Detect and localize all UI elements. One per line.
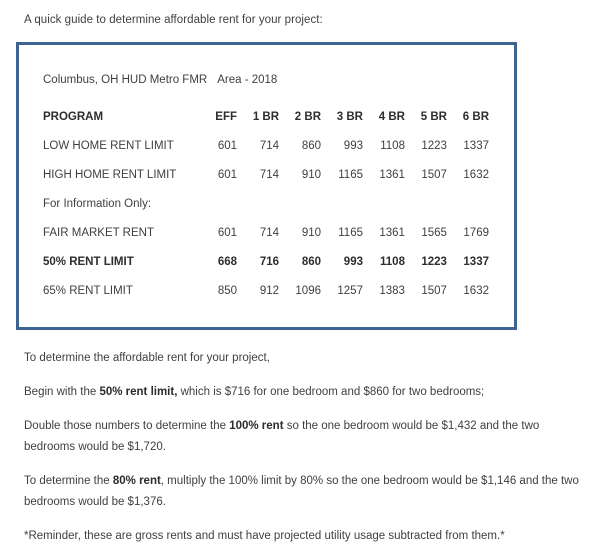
row-value-5br: 1565	[421, 226, 447, 239]
row-label: 65% RENT LIMIT	[43, 284, 133, 297]
fmr-callout-box	[16, 42, 517, 330]
row-value-3br	[325, 189, 367, 218]
row-label: For Information Only:	[43, 197, 152, 210]
row-value-3br: 1165	[338, 168, 363, 181]
row-value-2br	[283, 189, 325, 218]
row-value-eff: 601	[217, 168, 238, 181]
row-value-1br: 912	[259, 284, 280, 297]
row-label: HIGH HOME RENT LIMIT	[43, 168, 177, 181]
row-value-3br: 1165	[338, 226, 363, 239]
column-header-program: PROGRAM	[43, 110, 104, 123]
row-value-4br: 1361	[379, 168, 405, 181]
row-value-eff: 850	[217, 284, 238, 297]
row-value-5br	[409, 189, 451, 218]
row-value-5br: 1223	[421, 139, 447, 152]
table-row-highlighted	[43, 247, 493, 276]
column-header-3br: 3 BR	[336, 110, 363, 123]
instruction-3-tail: so the one bedroom would be $1,432 and the two bedrooms would be $1,720.	[24, 420, 540, 453]
row-value-eff: 601	[217, 226, 238, 239]
intro-text: A quick guide to determine affordable rent for your project:	[24, 14, 323, 26]
reminder-note-text: *Reminder, these are gross rents and must have projected utility usage subtracted from them.*	[24, 530, 505, 542]
row-value-5br: 1507	[421, 168, 447, 181]
row-value-4br: 1108	[380, 139, 405, 152]
column-header-2br: 2 BR	[294, 110, 321, 123]
column-header-eff: EFF	[215, 110, 238, 123]
column-header-5br: 5 BR	[420, 110, 447, 123]
instruction-2-emphasis: 50% rent limit,	[99, 386, 178, 398]
row-value-4br: 1361	[379, 226, 405, 239]
instruction-2-tail: which is $716 for one bedroom and $860 for two bedrooms;	[177, 386, 485, 398]
row-value-5br: 1223	[421, 255, 447, 268]
row-value-2br: 1096	[295, 284, 321, 297]
table-body	[43, 131, 493, 305]
table-row	[43, 160, 493, 189]
row-value-1br: 714	[259, 168, 280, 181]
row-label: LOW HOME RENT LIMIT	[43, 139, 174, 152]
column-header-1br: 1 BR	[252, 110, 280, 123]
table-header-row	[43, 102, 493, 131]
instruction-4-emphasis: 80% rent	[112, 475, 161, 487]
table-row	[43, 276, 493, 305]
row-value-6br: 1337	[463, 139, 489, 152]
table-row-note	[43, 189, 493, 218]
fmr-area-title	[43, 74, 277, 86]
instruction-4-tail: , multiply the 100% limit by 80% so the one bedroom would be $1,146 and the two bedrooms would be $1,376.	[24, 475, 579, 508]
instruction-paragraph-2	[24, 382, 580, 403]
row-value-2br: 910	[301, 226, 321, 239]
row-value-2br: 860	[301, 139, 321, 152]
row-label: 50% RENT LIMIT	[43, 255, 134, 268]
instruction-1-text: To determine the affordable rent for your project,	[24, 352, 270, 364]
row-value-3br: 1257	[337, 284, 363, 297]
row-value-1br: 714	[259, 139, 280, 152]
row-value-eff	[200, 189, 241, 218]
row-value-1br: 714	[259, 226, 280, 239]
row-value-eff: 668	[217, 255, 238, 268]
callout-inner	[19, 45, 514, 327]
row-value-4br	[367, 189, 409, 218]
fmr-area-title-left: Columbus, OH HUD Metro FMR	[43, 74, 208, 86]
row-value-6br: 1769	[463, 226, 489, 239]
table-row	[43, 218, 493, 247]
column-header-4br: 4 BR	[378, 110, 405, 123]
instruction-2-lead: Begin with the	[24, 386, 100, 398]
row-value-5br: 1507	[421, 284, 447, 297]
row-value-4br: 1383	[379, 284, 405, 297]
instruction-3-emphasis: 100% rent	[229, 420, 284, 432]
row-value-2br: 860	[301, 255, 321, 268]
instruction-paragraph-3	[24, 416, 580, 458]
instruction-4-lead: To determine the	[24, 475, 113, 487]
fmr-area-title-right: Area - 2018	[217, 74, 278, 86]
table-header	[43, 102, 493, 131]
row-value-3br: 993	[343, 255, 363, 268]
row-label: FAIR MARKET RENT	[43, 226, 154, 239]
reminder-note	[24, 526, 580, 547]
row-value-6br	[451, 189, 493, 218]
row-value-6br: 1337	[463, 255, 489, 268]
row-value-4br: 1108	[380, 255, 405, 268]
row-value-1br: 716	[259, 255, 280, 268]
row-value-6br: 1632	[463, 168, 489, 181]
row-value-1br	[241, 189, 283, 218]
column-header-6br: 6 BR	[462, 110, 489, 123]
instruction-paragraph-4	[24, 471, 580, 513]
rent-limits-table	[43, 102, 493, 305]
row-value-2br: 910	[301, 168, 321, 181]
instruction-paragraph-1	[24, 348, 580, 369]
instructions-section	[24, 348, 580, 547]
table-row	[43, 131, 493, 160]
row-value-6br: 1632	[463, 284, 489, 297]
row-value-eff: 601	[217, 139, 238, 152]
instruction-3-lead: Double those numbers to determine the	[24, 420, 230, 432]
row-value-3br: 993	[343, 139, 363, 152]
